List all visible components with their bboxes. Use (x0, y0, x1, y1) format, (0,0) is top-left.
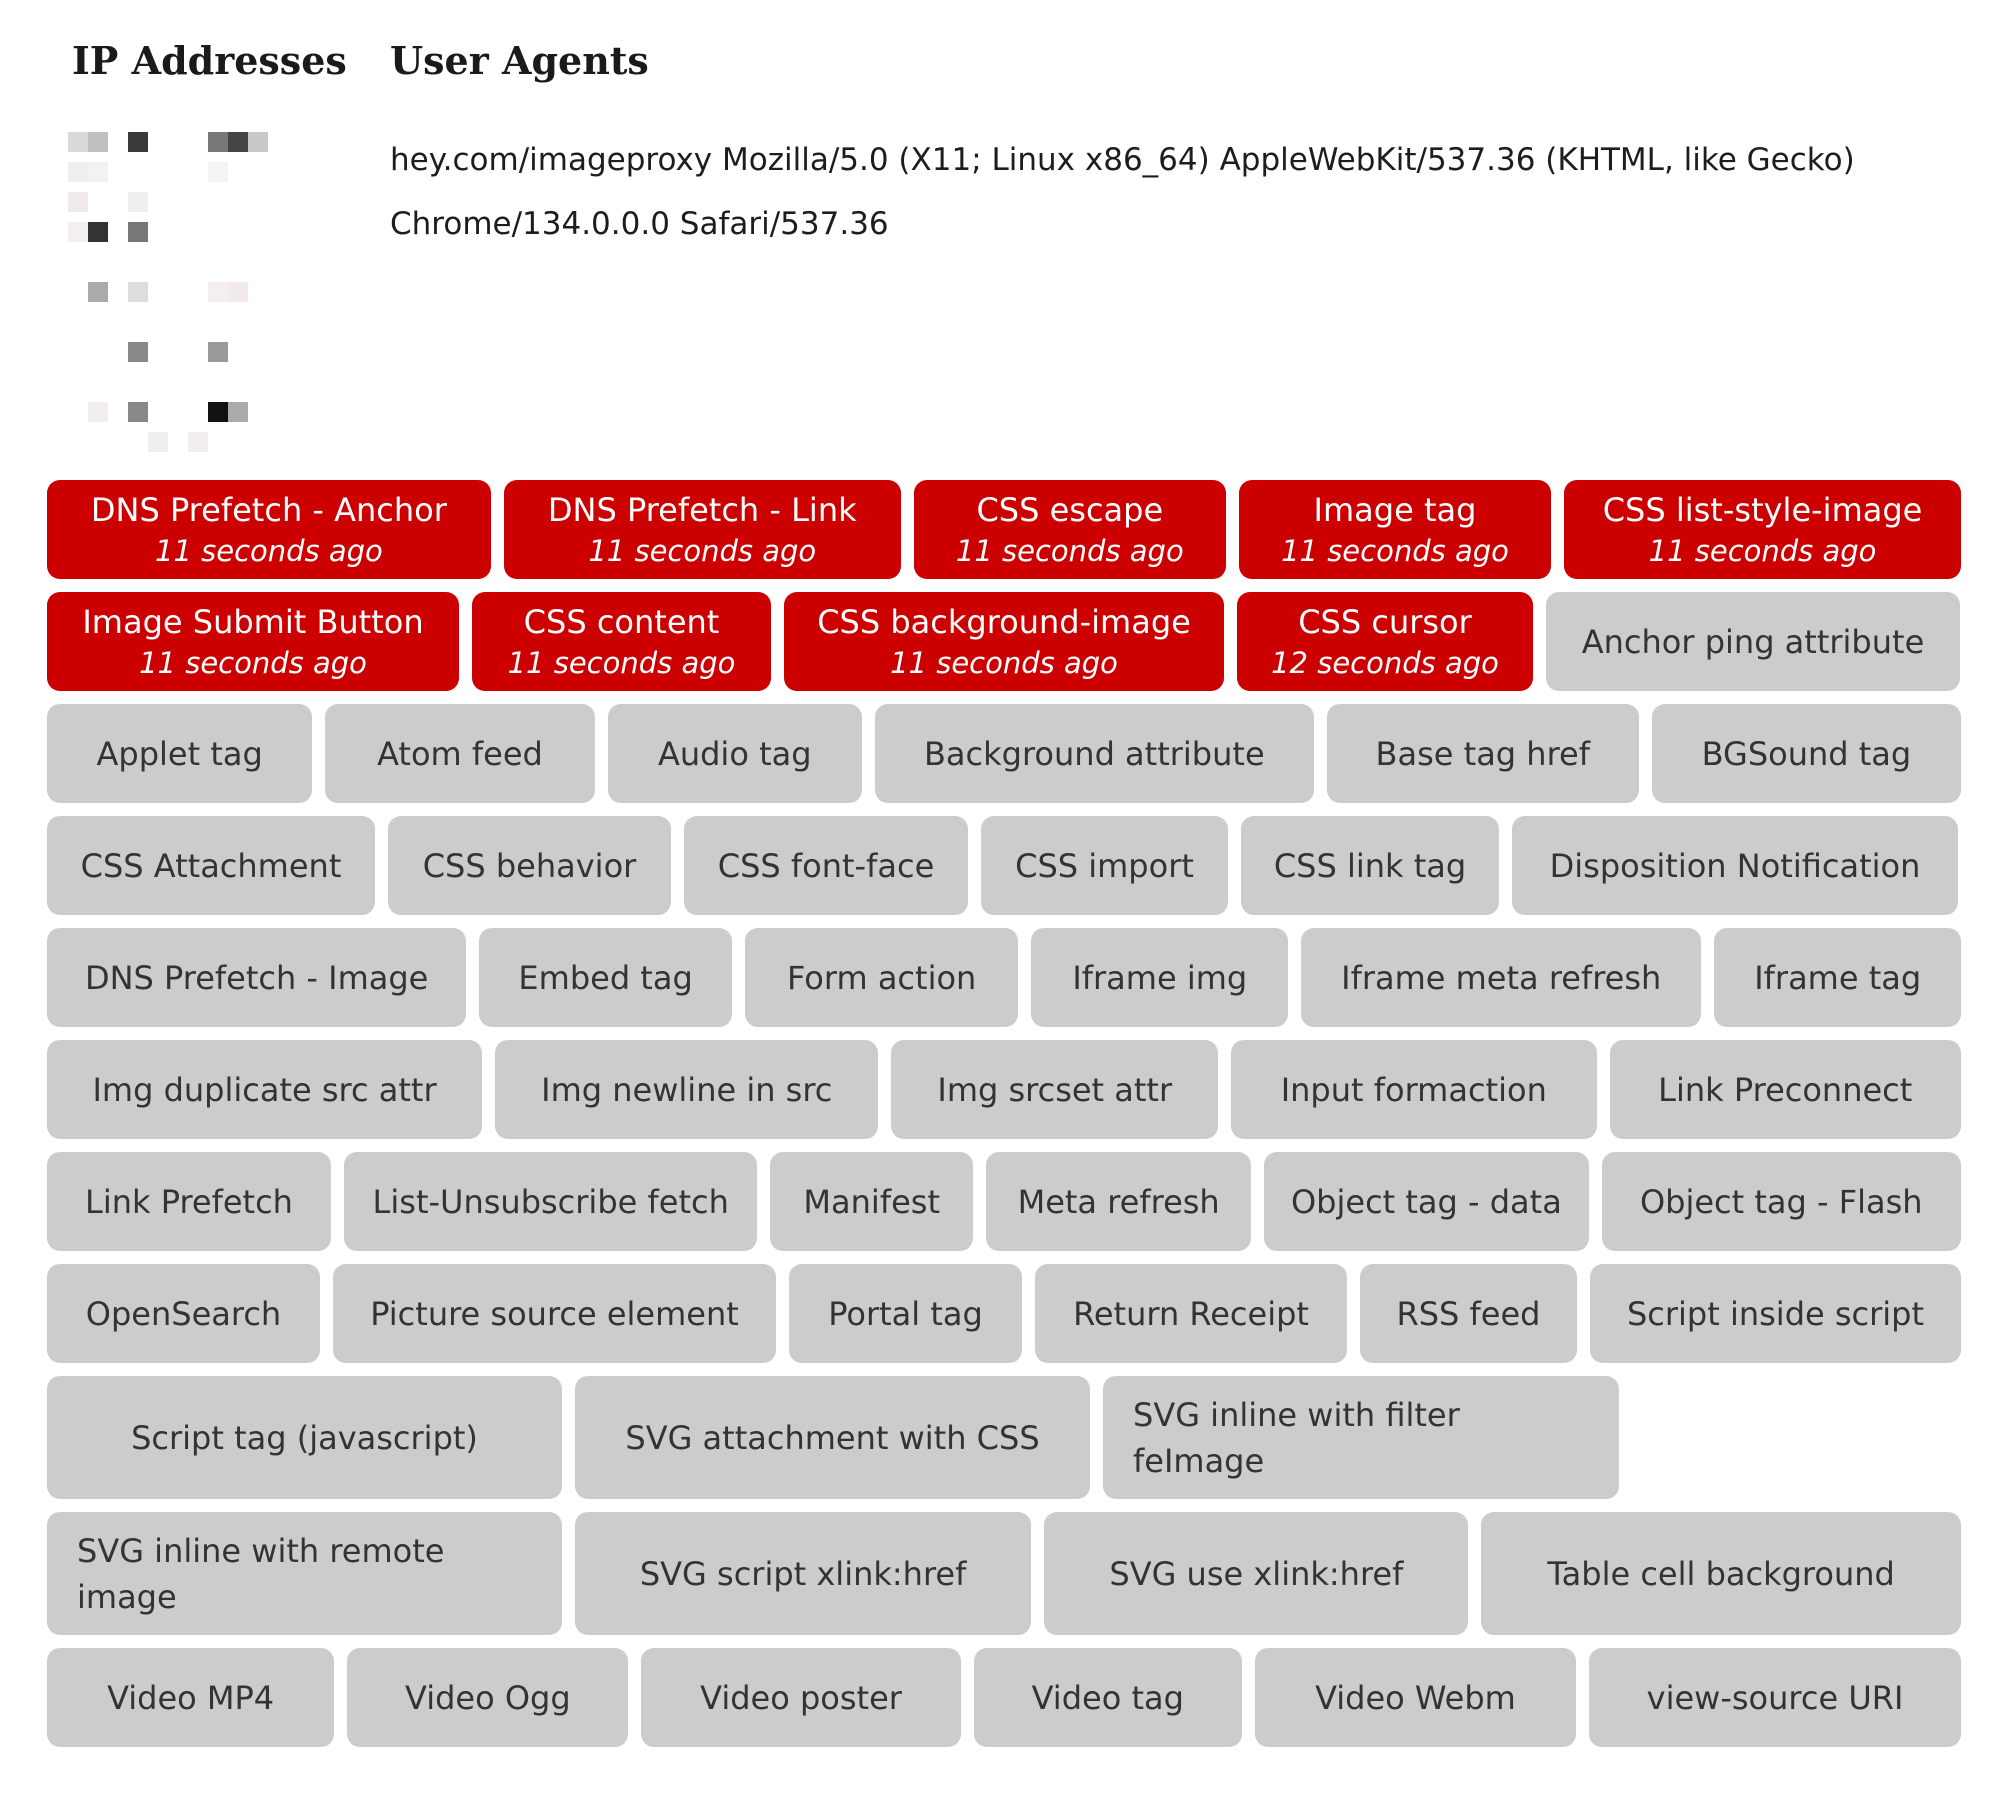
test-tile-svg-script-xlink-href[interactable] (575, 1512, 1032, 1635)
user-agent-string: hey.com/imageproxy Mozilla/5.0 (X11; Linux x86_64) AppleWebKit/537.36 (KHTML, like Gecko) Chrome/134.0.0.0 Safari/537.36 (390, 142, 1855, 242)
test-tile-css-list-style-image[interactable] (1564, 480, 1961, 579)
test-tile-timestamp: 11 seconds ago (588, 533, 817, 568)
tile-row (47, 1376, 1961, 1499)
tile-row (47, 928, 1961, 1027)
test-tile-label: Image tag (1313, 490, 1477, 529)
test-tile-script-inside-script[interactable] (1590, 1264, 1961, 1363)
test-tile-image-submit-button[interactable] (47, 592, 459, 691)
test-tile-label: CSS link tag (1273, 846, 1467, 885)
test-tile-label: Video tag (1031, 1678, 1184, 1717)
test-tile-label: CSS escape (976, 490, 1164, 529)
test-results-grid (47, 480, 1961, 1760)
test-tile-label: Atom feed (377, 734, 543, 773)
test-tile-video-webm[interactable] (1255, 1648, 1576, 1747)
test-tile-form-action[interactable] (745, 928, 1019, 1027)
test-tile-label: BGSound tag (1701, 734, 1912, 773)
test-tile-label: Table cell background (1547, 1554, 1895, 1593)
test-tile-label: Form action (787, 958, 977, 997)
test-tile-label: List-Unsubscribe fetch (372, 1182, 729, 1221)
test-tile-img-srcset-attr[interactable] (891, 1040, 1218, 1139)
test-tile-label: Portal tag (828, 1294, 983, 1333)
test-tile-object-tag-data[interactable] (1264, 1152, 1588, 1251)
test-tile-label: RSS feed (1396, 1294, 1541, 1333)
test-tile-svg-inline-with-filter-feimage[interactable] (1103, 1376, 1619, 1499)
test-tile-svg-inline-with-remote-image[interactable] (47, 1512, 562, 1635)
test-tile-timestamp: 11 seconds ago (1648, 533, 1877, 568)
test-tile-timestamp: 11 seconds ago (955, 533, 1184, 568)
test-tile-script-tag-javascript[interactable] (47, 1376, 562, 1499)
test-tile-label: SVG use xlink:href (1109, 1554, 1404, 1593)
test-tile-label: OpenSearch (85, 1294, 282, 1333)
test-tile-css-font-face[interactable] (684, 816, 968, 915)
test-tile-label: Img duplicate src attr (92, 1070, 437, 1109)
tile-row (47, 1264, 1961, 1363)
test-tile-label: Audio tag (657, 734, 812, 773)
tile-row (47, 704, 1961, 803)
test-tile-atom-feed[interactable] (325, 704, 594, 803)
test-tile-video-ogg[interactable] (347, 1648, 628, 1747)
test-tile-css-background-image[interactable] (784, 592, 1224, 691)
test-tile-label: Link Prefetch (85, 1182, 293, 1221)
redacted-ip-addresses (68, 132, 318, 437)
test-tile-label: CSS cursor (1298, 602, 1472, 641)
test-tile-label: Script inside script (1626, 1294, 1925, 1333)
test-tile-label: Script tag (javascript) (131, 1418, 478, 1457)
test-tile-dns-prefetch-image[interactable] (47, 928, 466, 1027)
test-tile-label: CSS background-image (817, 602, 1191, 641)
test-tile-disposition-notification[interactable] (1512, 816, 1958, 915)
tile-row (47, 1648, 1961, 1747)
test-tile-img-newline-in-src[interactable] (495, 1040, 878, 1139)
test-tile-timestamp: 11 seconds ago (507, 645, 736, 680)
test-tile-list-unsubscribe-fetch[interactable] (344, 1152, 757, 1251)
test-tile-label: SVG script xlink:href (639, 1554, 967, 1593)
test-tile-label: Iframe tag (1754, 958, 1922, 997)
test-tile-label: Return Receipt (1073, 1294, 1309, 1333)
test-tile-label: Meta refresh (1017, 1182, 1220, 1221)
test-tile-opensearch[interactable] (47, 1264, 320, 1363)
test-tile-label: Iframe meta refresh (1341, 958, 1662, 997)
test-tile-return-receipt[interactable] (1035, 1264, 1347, 1363)
test-tile-view-source-uri[interactable] (1589, 1648, 1961, 1747)
test-tile-object-tag-flash[interactable] (1602, 1152, 1962, 1251)
test-tile-timestamp: 11 seconds ago (155, 533, 383, 568)
test-tile-label: SVG inline with remote image (77, 1531, 445, 1616)
test-tile-label: Input formaction (1280, 1070, 1547, 1109)
test-tile-portal-tag[interactable] (789, 1264, 1022, 1363)
user-agents-heading: User Agents (390, 38, 649, 83)
test-tile-css-behavior[interactable] (388, 816, 671, 915)
test-tile-label: CSS behavior (422, 846, 637, 885)
test-tile-label: Link Preconnect (1658, 1070, 1913, 1109)
test-tile-label: SVG inline with filter feImage (1133, 1395, 1460, 1480)
test-tile-label: SVG attachment with CSS (625, 1418, 1040, 1457)
test-tile-link-preconnect[interactable] (1610, 1040, 1962, 1139)
test-tile-label: Video Ogg (405, 1678, 571, 1717)
test-tile-label: Img srcset attr (937, 1070, 1173, 1109)
test-tile-label: DNS Prefetch - Link (547, 490, 857, 529)
test-tile-img-duplicate-src-attr[interactable] (47, 1040, 482, 1139)
test-tile-css-content[interactable] (472, 592, 771, 691)
test-tile-timestamp: 11 seconds ago (890, 645, 1118, 680)
test-tile-label: Iframe img (1072, 958, 1248, 997)
test-tile-label: Anchor ping attribute (1581, 622, 1925, 661)
test-tile-manifest[interactable] (770, 1152, 973, 1251)
tile-row (47, 480, 1961, 579)
test-tile-label: DNS Prefetch - Anchor (90, 490, 447, 529)
test-tile-audio-tag[interactable] (608, 704, 862, 803)
test-tile-label: Object tag - data (1290, 1182, 1562, 1221)
test-tile-picture-source-element[interactable] (333, 1264, 776, 1363)
test-tile-label: Img newline in src (541, 1070, 833, 1109)
test-tile-iframe-tag[interactable] (1714, 928, 1961, 1027)
test-tile-dns-prefetch-link[interactable] (504, 480, 901, 579)
test-tile-label: CSS content (523, 602, 720, 641)
test-tile-label: view-source URI (1646, 1678, 1904, 1717)
test-tile-label: Image Submit Button (82, 602, 424, 641)
test-tile-embed-tag[interactable] (479, 928, 732, 1027)
test-tile-label: CSS font-face (717, 846, 935, 885)
test-tile-dns-prefetch-anchor[interactable] (47, 480, 491, 579)
test-tile-label: CSS Attachment (80, 846, 342, 885)
test-tile-image-tag[interactable] (1239, 480, 1551, 579)
test-tile-label: DNS Prefetch - Image (84, 958, 429, 997)
test-tile-table-cell-background[interactable] (1481, 1512, 1961, 1635)
test-tile-link-prefetch[interactable] (47, 1152, 331, 1251)
test-tile-svg-use-xlink-href[interactable] (1044, 1512, 1468, 1635)
test-tile-label: Video poster (700, 1678, 902, 1717)
test-tile-label: Object tag - Flash (1639, 1182, 1923, 1221)
test-tile-css-import[interactable] (981, 816, 1228, 915)
ip-addresses-heading: IP Addresses (72, 38, 347, 83)
test-tile-label: Manifest (803, 1182, 940, 1221)
test-tile-rss-feed[interactable] (1360, 1264, 1577, 1363)
test-tile-anchor-ping-attribute[interactable] (1546, 592, 1960, 691)
test-tile-css-escape[interactable] (914, 480, 1226, 579)
test-tile-base-tag-href[interactable] (1327, 704, 1639, 803)
test-tile-label: CSS import (1015, 846, 1194, 885)
tile-row (47, 1512, 1961, 1635)
test-tile-label: Applet tag (96, 734, 263, 773)
test-tile-iframe-meta-refresh[interactable] (1301, 928, 1701, 1027)
test-tile-css-attachment[interactable] (47, 816, 375, 915)
test-tile-iframe-img[interactable] (1031, 928, 1288, 1027)
test-tile-label: Video MP4 (107, 1678, 275, 1717)
test-tile-label: Video Webm (1315, 1678, 1516, 1717)
test-tile-css-link-tag[interactable] (1241, 816, 1499, 915)
tile-row (47, 1040, 1961, 1139)
test-tile-css-cursor[interactable] (1237, 592, 1533, 691)
test-tile-video-tag[interactable] (974, 1648, 1242, 1747)
test-tile-timestamp: 11 seconds ago (1281, 533, 1509, 568)
tile-row (47, 592, 1961, 691)
test-tile-video-poster[interactable] (641, 1648, 960, 1747)
test-tile-svg-attachment-with-css[interactable] (575, 1376, 1090, 1499)
test-tile-bgsound-tag[interactable] (1652, 704, 1961, 803)
test-tile-meta-refresh[interactable] (986, 1152, 1251, 1251)
test-tile-label: CSS list-style-image (1602, 490, 1923, 529)
test-tile-label: Embed tag (518, 958, 693, 997)
test-tile-label: Background attribute (923, 734, 1265, 773)
tile-row (47, 1152, 1961, 1251)
test-tile-label: Base tag href (1375, 734, 1590, 773)
test-tile-timestamp: 11 seconds ago (139, 645, 367, 680)
tile-row (47, 816, 1961, 915)
test-tile-timestamp: 12 seconds ago (1271, 645, 1499, 680)
test-tile-background-attribute[interactable] (875, 704, 1314, 803)
test-tile-input-formaction[interactable] (1231, 1040, 1596, 1139)
test-tile-video-mp4[interactable] (47, 1648, 334, 1747)
test-tile-applet-tag[interactable] (47, 704, 312, 803)
test-tile-label: Picture source element (370, 1294, 739, 1333)
test-tile-label: Disposition Notification (1549, 846, 1921, 885)
